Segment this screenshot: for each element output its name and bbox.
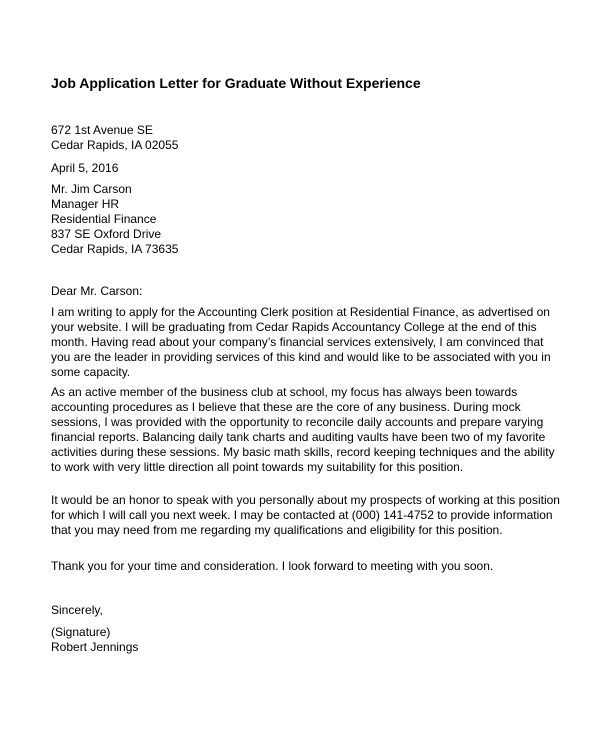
signature-placeholder: (Signature) bbox=[51, 625, 111, 639]
document-title: Job Application Letter for Graduate Without Experience bbox=[51, 75, 421, 91]
recipient-address bbox=[51, 182, 561, 257]
paragraph-2 bbox=[51, 385, 561, 475]
sender-name: Robert Jennings bbox=[51, 640, 139, 654]
recipient-name: Mr. Jim Carson bbox=[51, 182, 132, 196]
salutation-text: Dear Mr. Carson: bbox=[51, 284, 143, 298]
date-text: April 5, 2016 bbox=[51, 161, 119, 175]
closing bbox=[51, 603, 561, 618]
sender-address bbox=[51, 123, 561, 153]
paragraph-3 bbox=[51, 493, 561, 538]
salutation bbox=[51, 284, 561, 299]
signature-block bbox=[51, 625, 561, 655]
recipient-position: Manager HR bbox=[51, 197, 120, 211]
paragraph-2-text: As an active member of the business club at school, my focus has always been towards accounting procedures as I believe that these are the core of any business. During mock sessions, I was provided with the opportunity to reconcile daily accounts and prepare varying financial reports. Balancing daily tank charts and auditing vaults have been two of my favorite activities during these sessions. My basic math skills, record keeping techniques and the ability to work with very little direction all point towards my suitability for this position. bbox=[51, 385, 555, 474]
recipient-city: Cedar Rapids, IA 73635 bbox=[51, 242, 179, 256]
paragraph-1 bbox=[51, 305, 561, 380]
recipient-street: 837 SE Oxford Drive bbox=[51, 227, 162, 241]
recipient-company: Residential Finance bbox=[51, 212, 157, 226]
sender-address-line1: 672 1st Avenue SE bbox=[51, 123, 153, 137]
paragraph-4 bbox=[51, 559, 561, 574]
paragraph-1-text: I am writing to apply for the Accounting Clerk position at Residential Finance, as advertised on your website. I will be graduating from Cedar Rapids Accountancy College at the end of this month. Having read about your company’s financial services extensively, I am convinced that you are the leader in providing services of this kind and would like to be associated with you in some capacity. bbox=[51, 305, 551, 379]
closing-text: Sincerely, bbox=[51, 603, 103, 617]
paragraph-3-text: It would be an honor to speak with you personally about my prospects of working at this position for which I will call you next week. I may be contacted at (000) 141-4752 to provide information that you may need from me regarding my qualifications and eligibility for this position. bbox=[51, 493, 560, 537]
paragraph-4-text: Thank you for your time and consideration. I look forward to meeting with you soon. bbox=[51, 559, 494, 573]
sender-address-line2: Cedar Rapids, IA 02055 bbox=[51, 138, 179, 152]
letter-date bbox=[51, 161, 561, 176]
